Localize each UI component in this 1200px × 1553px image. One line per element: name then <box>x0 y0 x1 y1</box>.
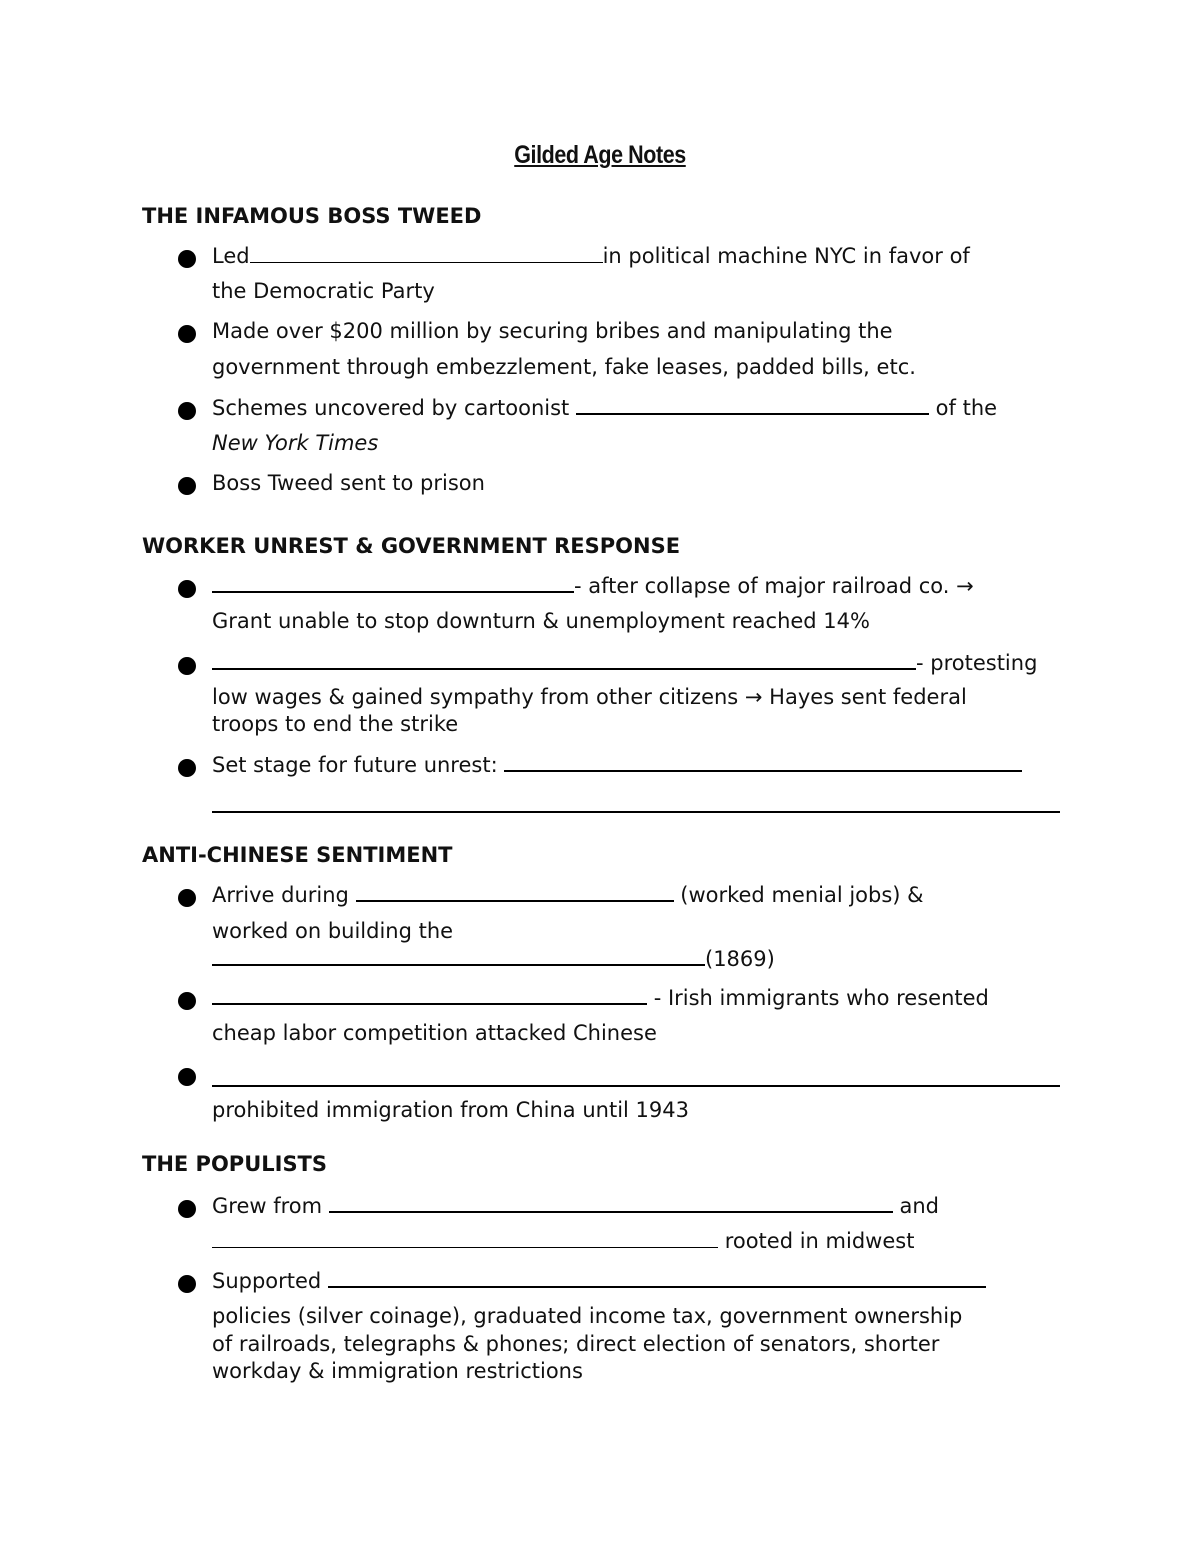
heading-worker-unrest: WORKER UNREST & GOVERNMENT RESPONSE <box>142 534 681 558</box>
tweed-item-3-cont: New York Times <box>212 431 379 455</box>
chinese-item-1-cont: (1869) <box>212 946 775 972</box>
bullet-icon <box>178 250 196 268</box>
bullet-icon <box>178 759 196 777</box>
chinese-item-2: - Irish immigrants who resented <box>212 985 989 1011</box>
bullet-icon <box>178 889 196 907</box>
blank-field[interactable] <box>212 650 916 670</box>
heading-populists: THE POPULISTS <box>142 1152 328 1176</box>
bullet-icon <box>178 1275 196 1293</box>
bullet-icon <box>178 657 196 675</box>
chinese-item-1: Arrive during (worked menial jobs) & <box>212 883 924 907</box>
tweed-item-1-cont: the Democratic Party <box>212 279 435 303</box>
worker-item-2-cont: troops to end the strike <box>212 712 459 736</box>
tweed-item-2: Made over $200 million by securing bribes and manipulating the <box>212 319 893 343</box>
bullet-icon <box>178 325 196 343</box>
blank-field[interactable] <box>576 395 929 415</box>
tweed-item-3: Schemes uncovered by cartoonist of the <box>212 396 998 420</box>
bullet-icon <box>178 992 196 1010</box>
blank-field[interactable] <box>504 752 1022 772</box>
populists-item-2-cont: policies (silver coinage), graduated income tax, government ownership <box>212 1304 963 1328</box>
worker-item-2-cont: low wages & gained sympathy from other citizens → Hayes sent federal <box>212 685 967 709</box>
page-title: Gilded Age Notes <box>514 141 686 169</box>
heading-anti-chinese: ANTI-CHINESE SENTIMENT <box>142 843 453 867</box>
chinese-item-3-cont: prohibited immigration from China until 1943 <box>212 1098 689 1122</box>
blank-field[interactable] <box>212 573 574 593</box>
blank-field[interactable] <box>212 946 705 966</box>
blank-field[interactable] <box>328 1268 986 1288</box>
populists-item-2-cont: of railroads, telegraphs & phones; direct election of senators, shorter <box>212 1332 940 1356</box>
populists-item-2: Supported <box>212 1268 986 1294</box>
worker-item-1-cont: Grant unable to stop downturn & unemployment reached 14% <box>212 609 870 633</box>
worker-item-3: Set stage for future unrest: <box>212 752 1022 778</box>
bullet-icon <box>178 477 196 495</box>
tweed-item-2-cont: government through embezzlement, fake leases, padded bills, etc. <box>212 355 916 379</box>
blank-field[interactable] <box>212 985 647 1005</box>
chinese-item-1-cont: worked on building the <box>212 919 454 943</box>
bullet-icon <box>178 402 196 420</box>
blank-field[interactable] <box>250 244 603 263</box>
blank-field[interactable] <box>329 1193 893 1213</box>
tweed-item-1: Led in political machine NYC in favor of <box>212 244 970 268</box>
blank-field[interactable] <box>212 1229 718 1248</box>
worker-item-1: - after collapse of major railroad co. → <box>212 573 974 599</box>
blank-field[interactable] <box>356 882 674 902</box>
bullet-icon <box>178 1068 196 1086</box>
bullet-icon <box>178 580 196 598</box>
blank-field[interactable] <box>212 811 1060 813</box>
bullet-icon <box>178 1200 196 1218</box>
populists-item-2-cont: workday & immigration restrictions <box>212 1359 583 1383</box>
populists-item-1: Grew from and <box>212 1194 939 1218</box>
tweed-item-4: Boss Tweed sent to prison <box>212 471 485 495</box>
worker-item-2: - protesting <box>212 650 1037 676</box>
heading-boss-tweed: THE INFAMOUS BOSS TWEED <box>142 204 482 228</box>
chinese-item-2-cont: cheap labor competition attacked Chinese <box>212 1021 657 1045</box>
blank-field[interactable] <box>212 1085 1060 1087</box>
populists-item-1-cont: rooted in midwest <box>212 1228 914 1254</box>
